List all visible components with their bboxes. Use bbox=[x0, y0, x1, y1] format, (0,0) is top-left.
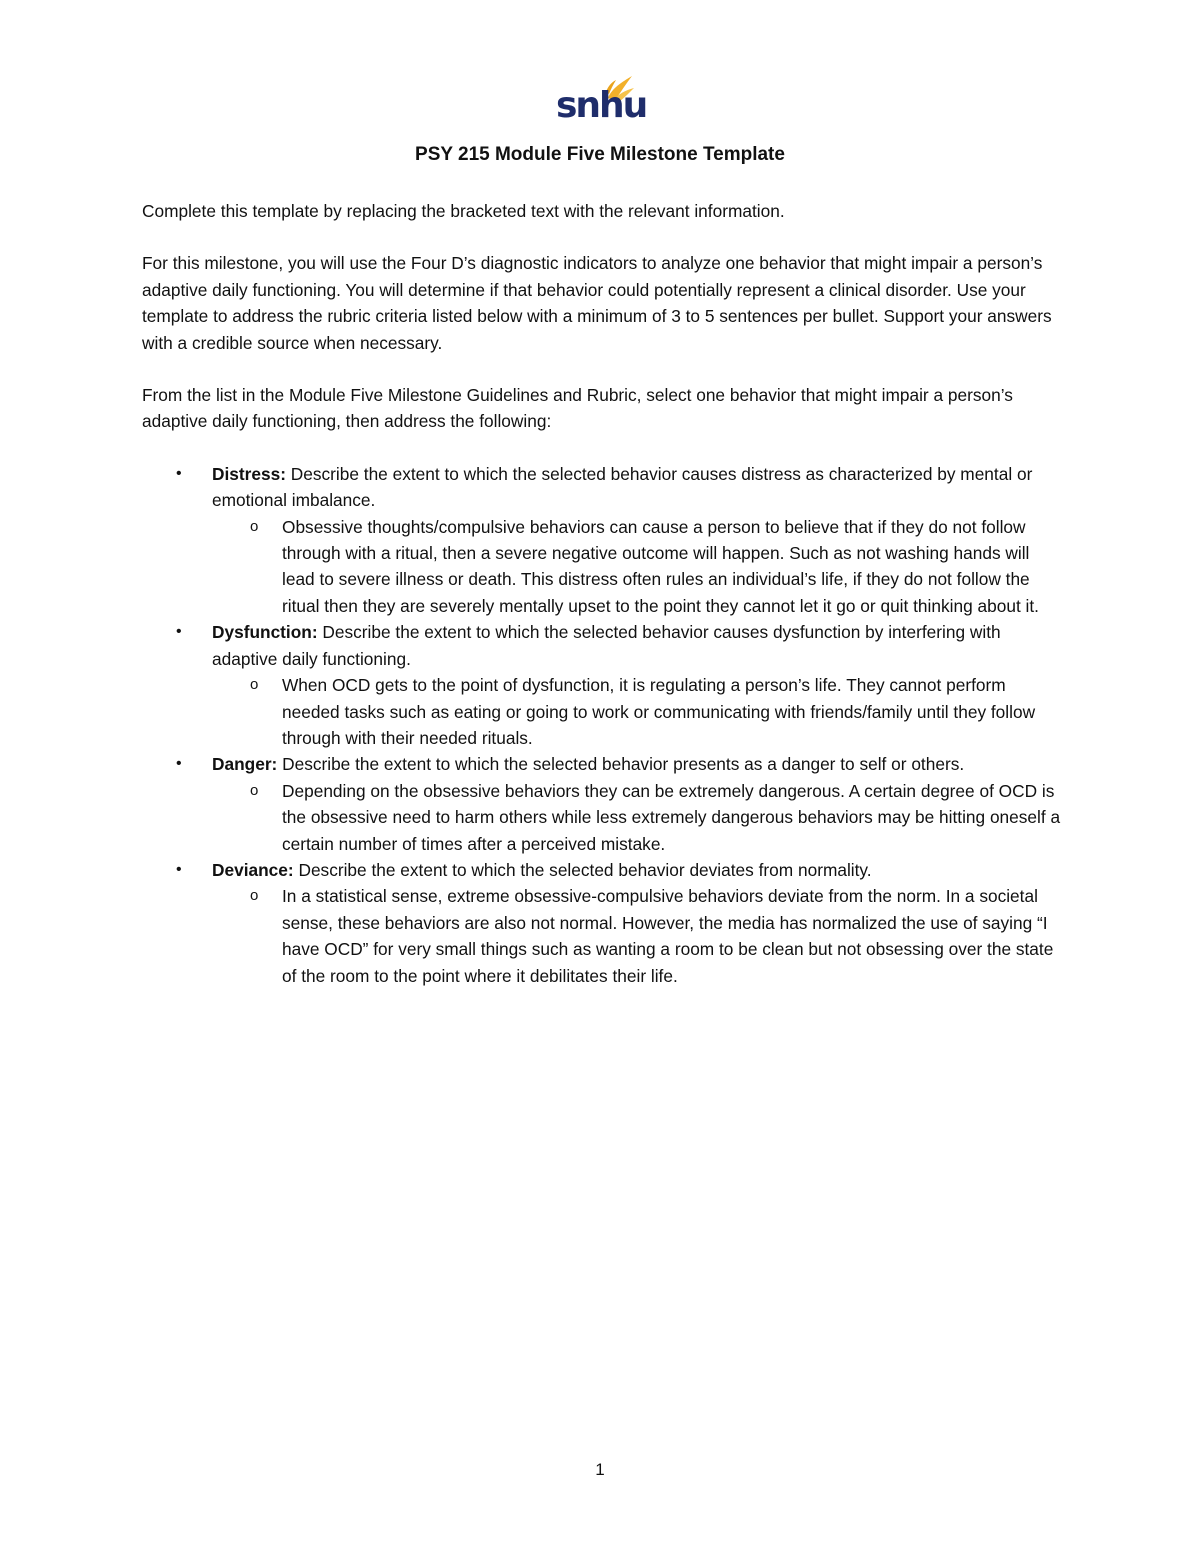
criterion-label: Distress: bbox=[212, 463, 286, 484]
response-text: In a statistical sense, extreme obsessive-compulsive behaviors deviate from the norm. In a societal sense, these behaviors are also not normal. However, the media has normalized the use of saying “I have OCD” for very small things such as wanting a room to be clean but not obsessing over the state of the room to the point where it debilitates their life. bbox=[282, 886, 1054, 986]
bullet-icon: • bbox=[176, 623, 182, 641]
criterion-prompt: Describe the extent to which the selected behavior causes distress as characterized by mental or emotional imbalance. bbox=[212, 463, 1033, 511]
response-item bbox=[212, 672, 1062, 751]
response-item bbox=[212, 883, 1062, 989]
criterion-prompt: Describe the extent to which the selected behavior deviates from normality. bbox=[298, 859, 872, 880]
response-list bbox=[212, 778, 1062, 857]
response-item bbox=[212, 514, 1062, 620]
response-list bbox=[212, 883, 1062, 989]
document-title: PSY 215 Module Five Milestone Template bbox=[415, 144, 785, 165]
bullet-icon: • bbox=[176, 860, 182, 878]
bullet-icon: • bbox=[176, 464, 182, 482]
bullet-icon: • bbox=[176, 755, 182, 773]
criterion-prompt: Describe the extent to which the selected behavior presents as a danger to self or others. bbox=[282, 754, 965, 775]
sub-bullet-icon: o bbox=[250, 517, 259, 535]
criterion-label: Danger: bbox=[212, 754, 278, 775]
sub-bullet-icon: o bbox=[250, 887, 259, 905]
snhu-logo bbox=[556, 74, 647, 132]
criterion-prompt: Describe the extent to which the selected behavior causes dysfunction by interfering with adaptive daily functioning. bbox=[212, 622, 1001, 669]
sub-bullet-icon: o bbox=[250, 781, 259, 799]
criterion-label: Dysfunction: bbox=[212, 622, 318, 643]
criterion-danger bbox=[142, 751, 1062, 857]
response-item bbox=[212, 778, 1062, 857]
response-list bbox=[212, 514, 1062, 620]
logo-wordmark: snhu bbox=[556, 85, 647, 126]
intro-paragraph: Complete this template by replacing the bracketed text with the relevant information. bbox=[142, 201, 785, 221]
document-body bbox=[142, 198, 1062, 989]
response-text: When OCD gets to the point of dysfunction, it is regulating a person’s life. They cannot perform needed tasks such as eating or going to work or communicating with friends/family until they follow through with their needed rituals. bbox=[282, 675, 1036, 748]
response-list bbox=[212, 672, 1062, 751]
criterion-deviance bbox=[142, 857, 1062, 989]
criterion-dysfunction bbox=[142, 619, 1062, 751]
criteria-list bbox=[142, 461, 1062, 989]
overview-paragraph: For this milestone, you will use the Four D’s diagnostic indicators to analyze one behavior that might impair a person’s adaptive daily functioning. You will determine if that behavior could potentially represent a clinical disorder. Use your template to address the rubric criteria listed below with a minimum of 3 to 5 sentences per bullet. Support your answers with a credible source when necessary. bbox=[142, 253, 1052, 353]
criterion-label: Deviance: bbox=[212, 859, 294, 880]
response-text: Obsessive thoughts/compulsive behaviors can cause a person to believe that if they do not follow through with a ritual, then a severe negative outcome will happen. Such as not washing hands will lead to severe illness or death. This distress often rules an individual’s life, if they do not follow the ritual then they are severely mentally upset to the point they cannot let it go or quit thinking about it. bbox=[282, 516, 1039, 616]
instruction-paragraph: From the list in the Module Five Milestone Guidelines and Rubric, select one behavior that might impair a person’s adaptive daily functioning, then address the following: bbox=[142, 385, 1013, 432]
sub-bullet-icon: o bbox=[250, 676, 259, 694]
response-text: Depending on the obsessive behaviors they can be extremely dangerous. A certain degree of OCD is the obsessive need to harm others while less extremely dangerous behaviors may be hitting oneself a certain number of times after a perceived mistake. bbox=[282, 780, 1061, 854]
page-number: 1 bbox=[595, 1460, 605, 1479]
criterion-distress bbox=[142, 461, 1062, 619]
